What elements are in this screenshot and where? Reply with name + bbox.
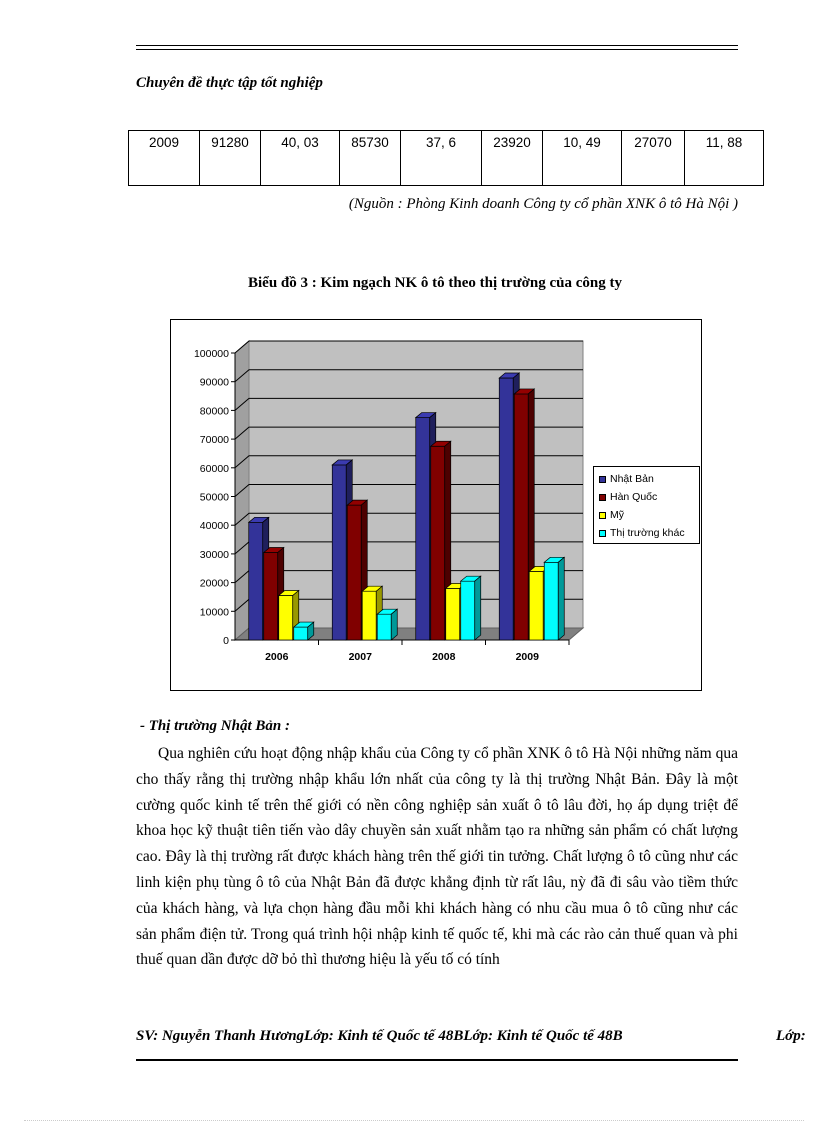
legend-item — [598, 506, 699, 524]
y-tick-label: 0 — [223, 635, 229, 647]
bar-front-nhật-bản-2007 — [332, 465, 346, 640]
footer-trailing-label: Lớp: — [776, 1028, 806, 1044]
table-cell: 37, 6 — [401, 131, 482, 186]
chart-title: Biểu đồ 3 : Kim ngạch NK ô tô theo thị trường của công ty — [248, 275, 622, 291]
table-cell: 85730 — [340, 131, 401, 186]
chart-frame — [170, 319, 702, 691]
legend-swatch — [599, 512, 606, 519]
legend-item — [598, 524, 699, 542]
bar-side — [475, 576, 481, 640]
y-tick-label: 30000 — [199, 548, 229, 561]
table-cell: 91280 — [200, 131, 261, 186]
table-cell: 40, 03 — [261, 131, 340, 186]
x-tick-label: 2008 — [432, 651, 456, 663]
header-rule — [136, 45, 738, 46]
bar-front-thị-trường-khác-2007 — [377, 614, 391, 640]
legend-label: Thị trường khác — [610, 527, 685, 539]
y-tick-label: 50000 — [199, 491, 229, 504]
y-tick-label: 40000 — [199, 520, 229, 533]
table-row — [129, 131, 764, 186]
data-table — [128, 130, 764, 186]
bar-front-nhật-bản-2006 — [249, 522, 263, 640]
y-tick-label: 60000 — [199, 462, 229, 475]
bar-front-thị-trường-khác-2008 — [461, 581, 475, 640]
table-cell: 23920 — [482, 131, 543, 186]
y-tick-label: 70000 — [199, 434, 229, 447]
legend-item — [598, 488, 699, 506]
bar-front-mỹ-2006 — [279, 596, 293, 640]
body-paragraph — [136, 741, 738, 973]
y-tick-label: 10000 — [199, 606, 229, 619]
x-tick-label: 2009 — [515, 651, 539, 663]
bar-front-nhật-bản-2009 — [499, 378, 513, 640]
legend-label: Mỹ — [610, 509, 624, 521]
table-cell: 11, 88 — [685, 131, 764, 186]
legend-items — [598, 470, 699, 542]
footer-student-info: SV: Nguyễn Thanh HươngLớp: Kinh tế Quốc tế 48BLớp: Kinh tế Quốc tế 48B — [136, 1028, 623, 1044]
legend-label: Nhật Bản — [610, 473, 654, 485]
page-header-title: Chuyên đề thực tập tốt nghiệp — [136, 75, 323, 91]
bar-front-thị-trường-khác-2009 — [544, 562, 558, 640]
section-heading: - Thị trường Nhật Bản : — [140, 718, 290, 734]
data-table-body — [129, 131, 764, 186]
legend-swatch — [599, 476, 606, 483]
y-tick-label: 80000 — [199, 405, 229, 418]
bar-front-nhật-bản-2008 — [416, 418, 430, 640]
page-edge-dots — [24, 1120, 804, 1121]
y-tick-label: 90000 — [199, 376, 229, 389]
header-rule-thin — [136, 49, 738, 50]
bar-front-mỹ-2008 — [446, 588, 460, 640]
table-cell: 2009 — [129, 131, 200, 186]
x-tick-label: 2006 — [265, 651, 289, 663]
legend-swatch — [599, 530, 606, 537]
source-note: (Nguồn : Phòng Kinh doanh Công ty cổ phần XNK ô tô Hà Nội ) — [348, 196, 738, 212]
legend-label: Hàn Quốc — [610, 491, 658, 503]
bar-front-thị-trường-khác-2006 — [294, 627, 308, 640]
paragraph-text: Qua nghiên cứu hoạt động nhập khẩu của Công ty cổ phần XNK ô tô Hà Nội những năm qua cho thấy rằng thị trường nhập khẩu lớn nhất của công ty là thị trường Nhật Bản. Đây là một cường quốc kinh tế trên thế giới có nền công nghiệp sản xuất ô tô lâu đời, họ áp dụng triệt để khoa học kỹ thuật tiên tiến vào dây chuyền sản xuất nhằm tạo ra những sản phẩm có chất lượng cao. Đây là thị trường rất được khách hàng trên thế giới tin tưởng. Chất lượng ô tô cũng như các linh kiện phụ tùng ô tô của Nhật Bản đã được khẳng định từ rất lâu, nỳ đã đi sâu vào tiềm thức của khách hàng, và lựa chọn hàng đầu mỗi khi khách hàng có nhu cầu mua ô tô cũng như các sản phẩm điện tử. Trong quá trình hội nhập kinh tế quốc tế, khi mà các rào cản thuế quan và phi thuế quan dần được dỡ bỏ thì thương hiệu là yếu tố có tính — [136, 745, 738, 969]
y-tick-label: 20000 — [199, 577, 229, 590]
table-cell: 27070 — [622, 131, 685, 186]
bar-front-hàn-quốc-2006 — [264, 552, 278, 640]
table-cell: 10, 49 — [543, 131, 622, 186]
bar-front-mỹ-2007 — [362, 591, 376, 640]
x-tick-label: 2007 — [348, 651, 372, 663]
bar-front-mỹ-2009 — [529, 571, 543, 640]
footer-rule — [136, 1059, 738, 1061]
bar-front-hàn-quốc-2008 — [431, 446, 445, 640]
legend-swatch — [599, 494, 606, 501]
bar-side — [391, 609, 397, 640]
legend-item — [598, 470, 699, 488]
chart-legend — [593, 466, 700, 544]
bar-front-hàn-quốc-2009 — [514, 394, 528, 640]
bar-front-hàn-quốc-2007 — [347, 505, 361, 640]
bar-side — [558, 557, 564, 640]
y-tick-label: 100000 — [193, 348, 229, 360]
